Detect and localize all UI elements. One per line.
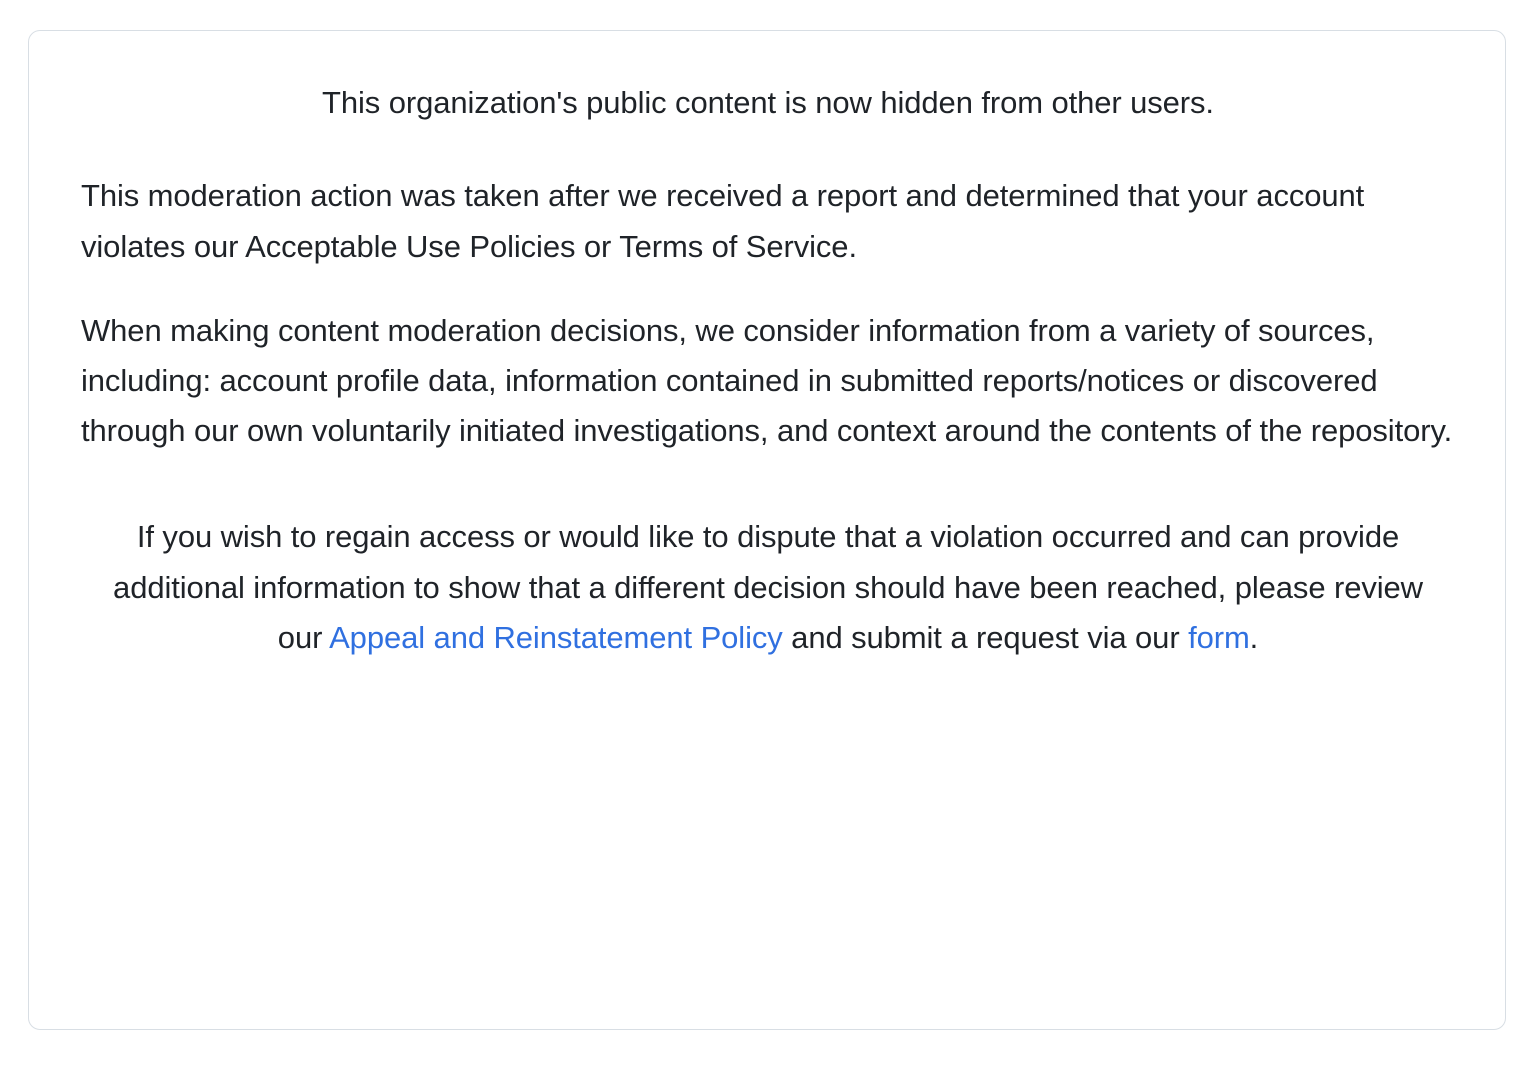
notice-paragraph-moderation-action: This moderation action was taken after we received a report and determined that your account violates our Acceptable Use Policies or Terms of Service. bbox=[81, 178, 1365, 264]
notice-heading: This organization's public content is now hidden from other users. bbox=[322, 85, 1214, 120]
moderation-notice-card bbox=[28, 30, 1506, 1030]
appeal-text-after: . bbox=[1249, 619, 1259, 655]
form-link[interactable]: form bbox=[1188, 619, 1250, 655]
notice-paragraph-appeal bbox=[81, 512, 1455, 663]
appeal-text-middle: and submit a request via our bbox=[782, 619, 1189, 655]
appeal-and-reinstatement-policy-link[interactable]: Appeal and Reinstatement Policy bbox=[329, 619, 783, 655]
notice-paragraph-decision-sources: When making content moderation decisions, we consider information from a variety of sources, including: account profile data, information contained in submitted reports/notices or discovered through our own voluntarily initiated investigations, and context around the contents of the repository. bbox=[81, 312, 1453, 449]
appeal-text-before: If you wish to regain access or would like to dispute that a violation occurred and can provide additional information to show that a different decision should have been reached, please review our bbox=[113, 519, 1423, 655]
